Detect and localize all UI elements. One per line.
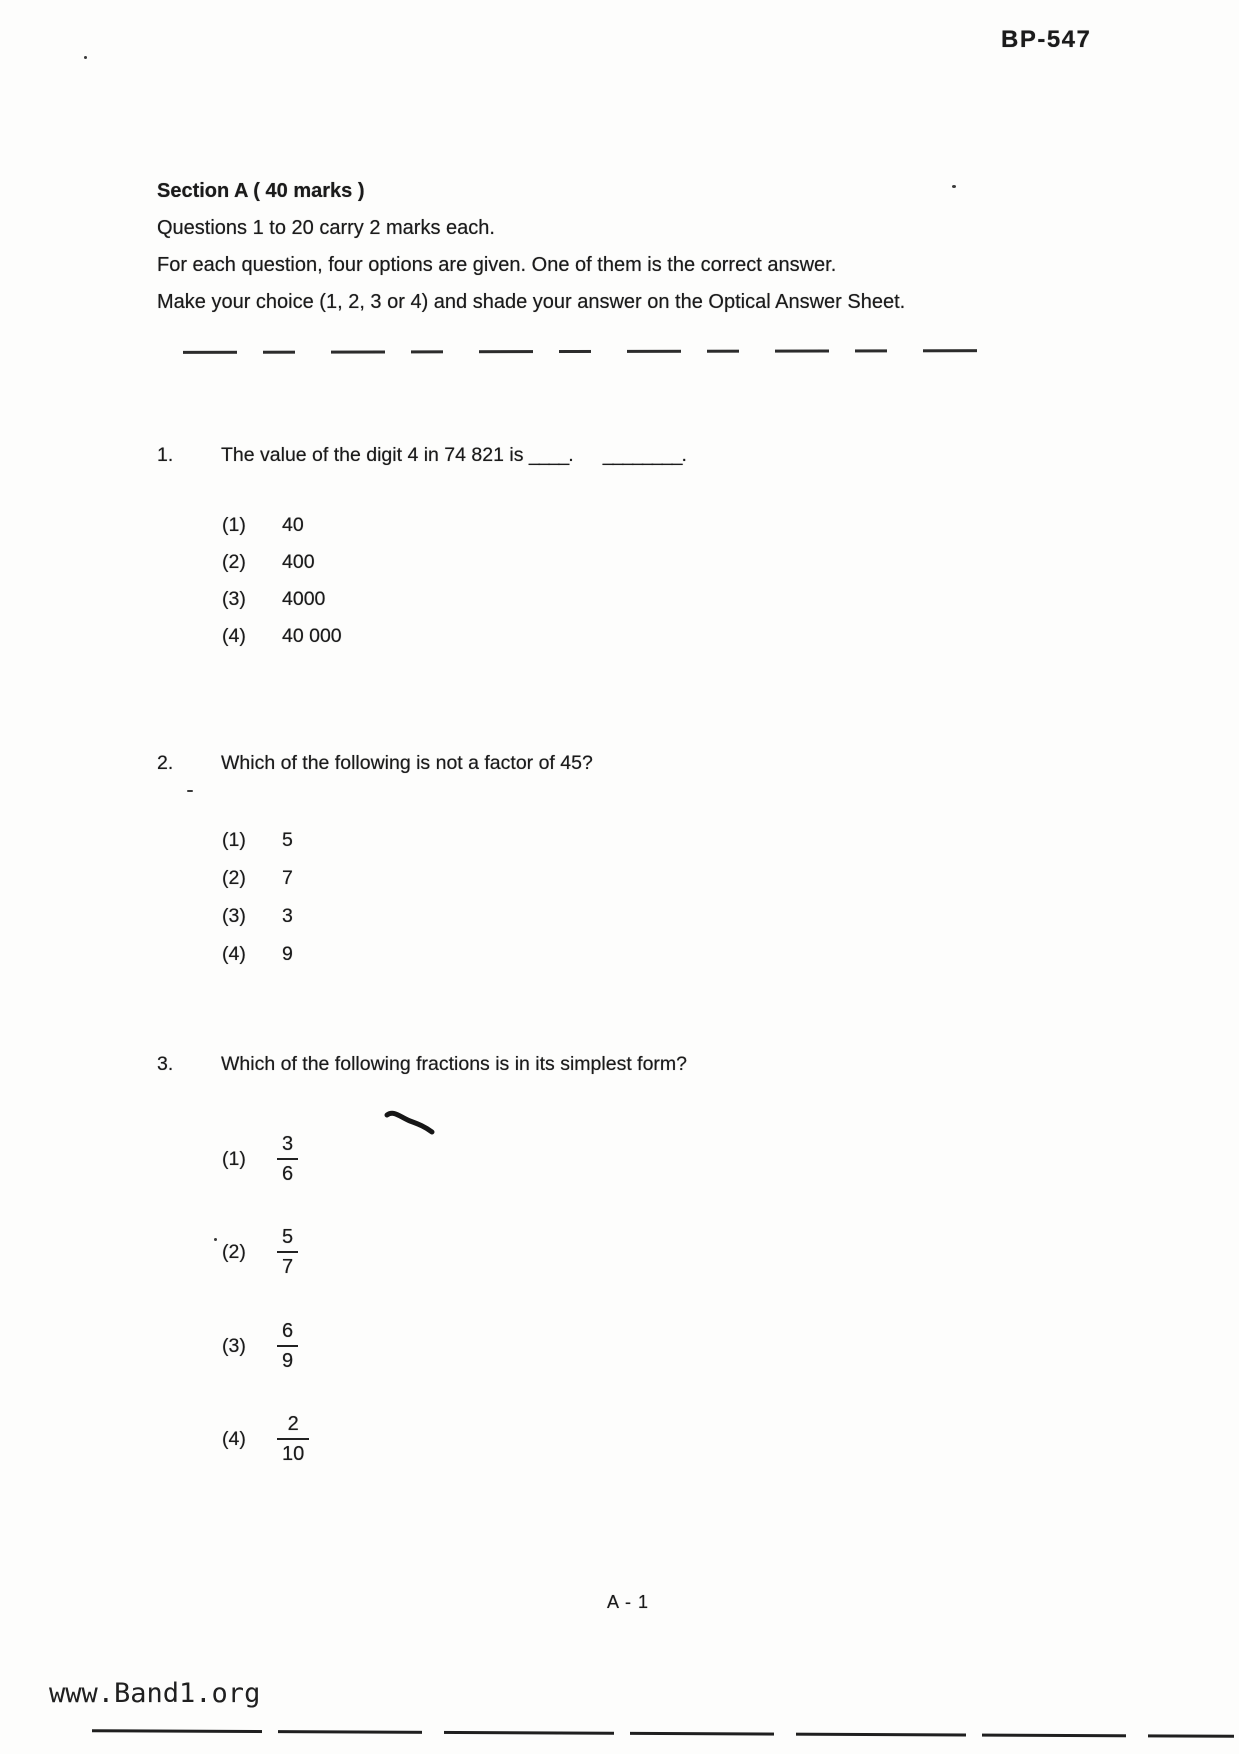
fraction [277, 1319, 298, 1373]
answer-blank: ____. [528, 444, 573, 466]
option-value: 4000 [282, 588, 326, 610]
option-row [222, 625, 342, 648]
fraction-denominator: 7 [277, 1251, 298, 1279]
pen-mark-annotation [384, 1108, 436, 1143]
option-row [222, 943, 293, 966]
option-label: (2) [222, 551, 246, 573]
fraction-denominator: 10 [277, 1438, 309, 1466]
option-row [222, 829, 293, 852]
question-3 [157, 1053, 687, 1076]
option-row [222, 1319, 298, 1373]
question-2 [157, 752, 593, 775]
option-value: 3 [282, 905, 293, 927]
option-label: (4) [222, 625, 246, 647]
fraction-numerator: 5 [282, 1226, 294, 1248]
fraction-numerator: 6 [282, 1320, 294, 1342]
page-number: A - 1 [607, 1592, 650, 1612]
option-label: (4) [222, 943, 246, 965]
option-row [222, 905, 293, 928]
question-number: 1. [157, 444, 174, 466]
option-row [222, 514, 304, 537]
question-text: Which of the following fractions is in its simplest form? [221, 1053, 688, 1075]
option-label: (3) [222, 588, 246, 610]
fraction-numerator: 2 [287, 1413, 299, 1435]
fraction [277, 1132, 298, 1186]
fraction [277, 1412, 309, 1466]
bottom-scan-rule [92, 1729, 1234, 1738]
scan-artifact [214, 1238, 217, 1241]
option-label: (4) [222, 1427, 246, 1450]
option-row [222, 551, 315, 574]
question-number: 2. [157, 752, 174, 774]
instruction-line: Questions 1 to 20 carry 2 marks each. [157, 217, 495, 239]
option-row [222, 1132, 298, 1186]
instruction-line: For each question, four options are given. One of them is the correct answer. [157, 254, 837, 276]
fraction [277, 1225, 298, 1279]
watermark-url: www.Band1.org [49, 1678, 261, 1709]
question-1 [157, 444, 686, 467]
answer-blank: ________. [602, 444, 686, 466]
section-title: Section A ( 40 marks ) [157, 180, 365, 202]
option-value: 40 [282, 514, 304, 536]
option-label: (1) [222, 1147, 246, 1170]
option-row [222, 1225, 298, 1279]
fraction-denominator: 6 [277, 1158, 298, 1186]
option-label: (3) [222, 905, 246, 927]
fraction-denominator: 9 [277, 1345, 298, 1373]
option-value: 40 000 [282, 625, 342, 647]
scan-artifact [187, 790, 193, 792]
section-divider [183, 349, 999, 353]
doc-code: BP-547 [1001, 26, 1092, 53]
option-label: (1) [222, 829, 246, 851]
question-number: 3. [157, 1053, 174, 1075]
option-row [222, 867, 293, 890]
scan-artifact [84, 56, 87, 59]
section-header [157, 180, 997, 327]
option-value: 7 [282, 867, 293, 889]
option-value: 9 [282, 943, 293, 965]
option-label: (1) [222, 514, 246, 536]
question-text: Which of the following is not a factor of 45? [221, 752, 593, 774]
option-label: (2) [222, 1240, 246, 1263]
option-row [222, 1412, 309, 1466]
option-value: 5 [282, 829, 293, 851]
option-label: (3) [222, 1334, 246, 1357]
instruction-line: Make your choice (1, 2, 3 or 4) and shade your answer on the Optical Answer Sheet. [157, 291, 906, 313]
option-row [222, 588, 325, 611]
question-text: The value of the digit 4 in 74 821 is [221, 444, 524, 466]
option-value: 400 [282, 551, 315, 573]
option-label: (2) [222, 867, 246, 889]
fraction-numerator: 3 [282, 1133, 294, 1155]
